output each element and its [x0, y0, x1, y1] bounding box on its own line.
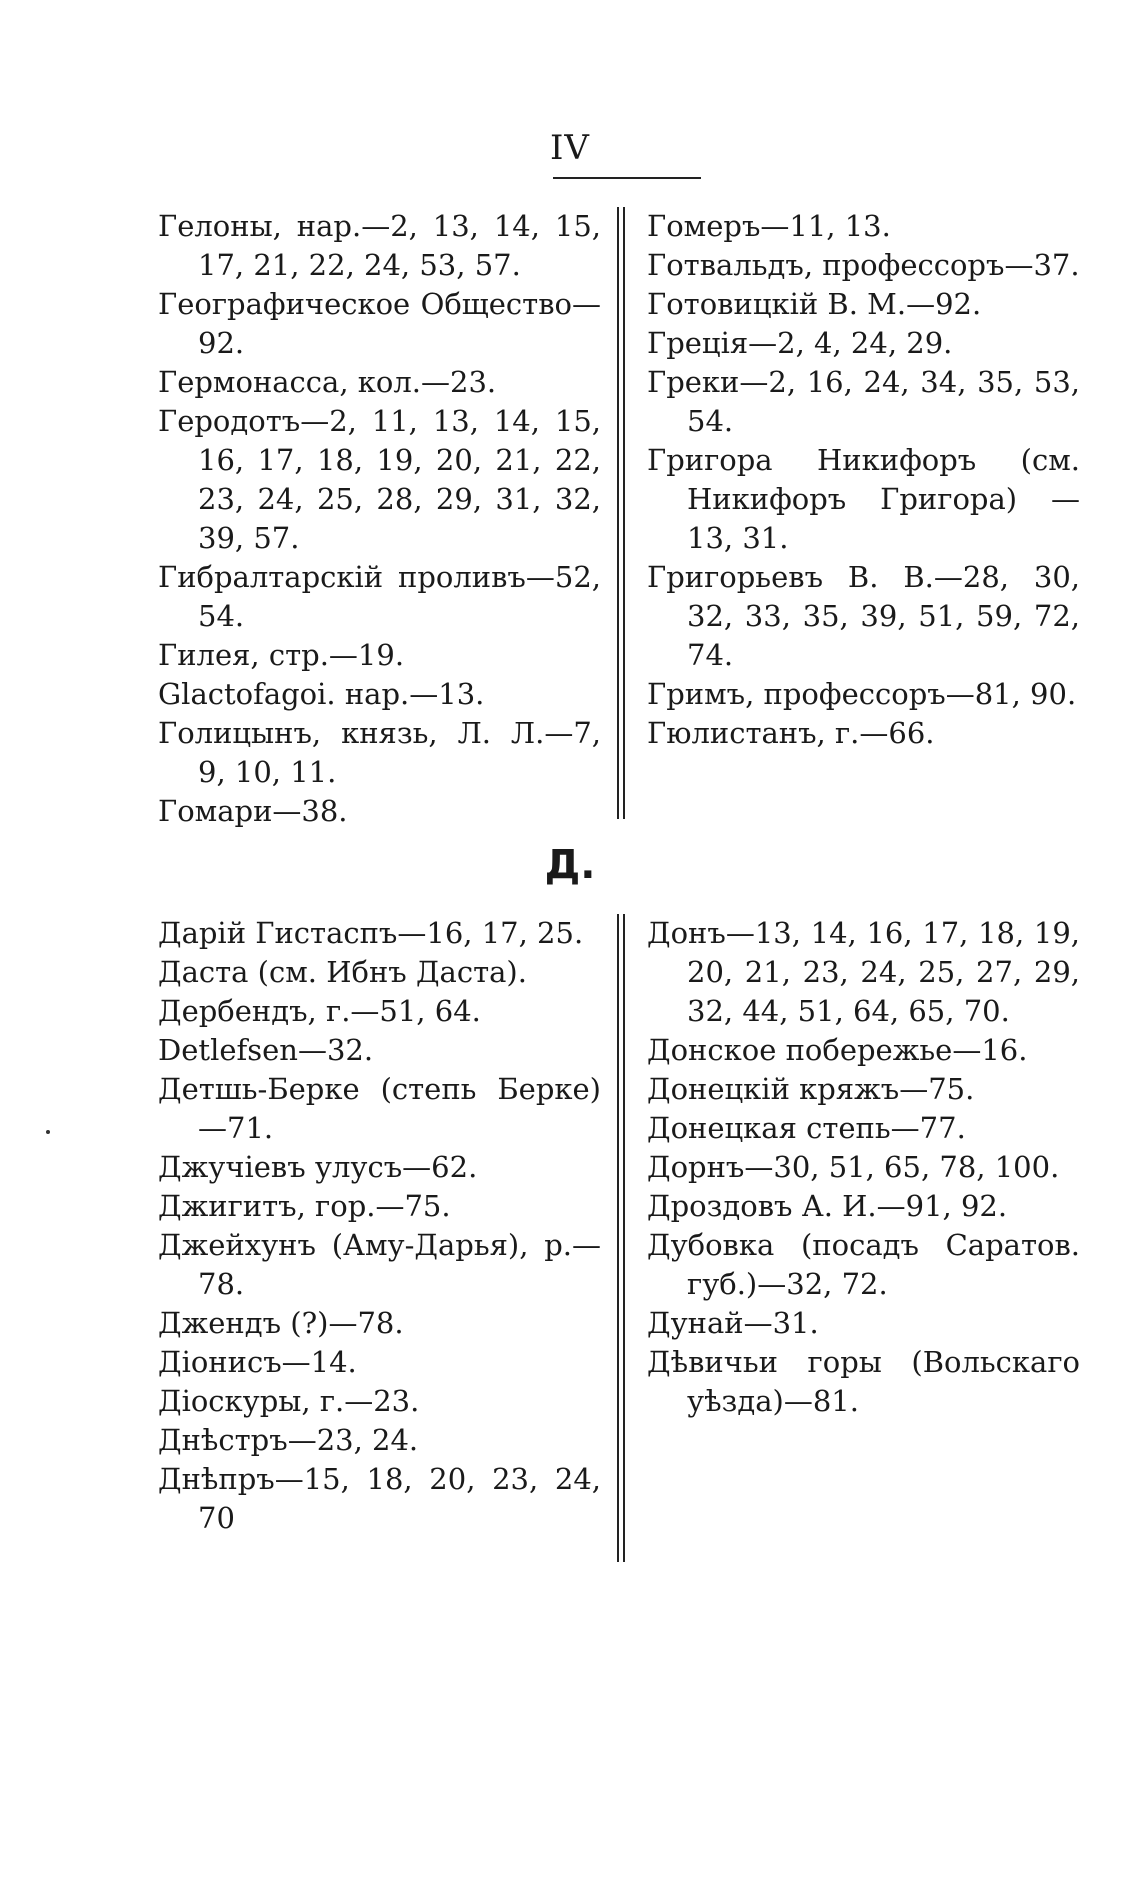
index-entry: Донъ—13, 14, 16, 17, 18, 19, 20, 21, 23, 24, 25, 27, 29, 32, 44, 51, 64, 65, 70.: [647, 916, 1080, 1028]
index-entry: Гомеръ—11, 13.: [647, 209, 891, 243]
index-entry: Дѣвичьи горы (Вольскаго уѣзда)—81.: [647, 1345, 1080, 1418]
index-entry: Готовицкій В. М.—92.: [647, 287, 982, 321]
index-entry: Гибралтарскій проливъ—52, 54.: [158, 560, 601, 633]
index-entry: Днѣстръ—23, 24.: [158, 1423, 419, 1457]
index-entry: Дунай—31.: [647, 1306, 819, 1340]
index-entry: Гомари—38.: [158, 794, 348, 828]
index-entry: Гримъ, профессоръ—81, 90.: [647, 677, 1077, 711]
index-entry: Греки—2, 16, 24, 34, 35, 53, 54.: [647, 365, 1080, 438]
index-entry: Дорнъ—30, 51, 65, 78, 100.: [647, 1150, 1060, 1184]
index-entry: Детшь-Берке (степь Берке)—71.: [158, 1072, 601, 1145]
index-entry: Джендъ (?)—78.: [158, 1306, 404, 1340]
index-entry: Голицынъ, князь, Л. Л.—7, 9, 10, 11.: [158, 716, 601, 789]
column-divider: [617, 207, 625, 819]
index-entry: Джигитъ, гор.—75.: [158, 1189, 451, 1223]
index-entry: Греція—2, 4, 24, 29.: [647, 326, 953, 360]
index-column-left: [158, 914, 613, 1562]
index-entry: Гилея, стр.—19.: [158, 638, 405, 672]
column-divider: [617, 914, 625, 1562]
index-entry: Днѣпръ—15, 18, 20, 23, 24, 70: [158, 1462, 601, 1535]
index-entry: Detlefsen—32.: [158, 1033, 374, 1067]
index-entry: Джейхунъ (Аму-Дарья), р.—78.: [158, 1228, 601, 1301]
index-section-d: [158, 914, 1108, 1562]
index-entry: Григора Никифоръ (см. Никифоръ Григора) — 13, 31.: [647, 443, 1080, 555]
page-number: IV: [550, 128, 590, 168]
index-entry: Донское побережье—16.: [647, 1033, 1028, 1067]
index-entry: Дубовка (посадъ Саратов. губ.)—32, 72.: [647, 1228, 1080, 1301]
index-entry: Даста (см. Ибнъ Даста).: [158, 955, 527, 989]
index-column-right: [625, 207, 1080, 819]
index-entry: Геродотъ—2, 11, 13, 14, 15, 16, 17, 18, 19, 20, 21, 22, 23, 24, 25, 28, 29, 31, 32, 39, 57.: [158, 404, 601, 555]
letter-heading: Д.: [544, 842, 596, 888]
index-entry: Донецкая степь—77.: [647, 1111, 966, 1145]
index-entry: Glactofagoi. нар.—13.: [158, 677, 485, 711]
index-entry: Дроздовъ А. И.—91, 92.: [647, 1189, 1008, 1223]
index-column-right: [625, 914, 1080, 1562]
index-section-g: [158, 207, 1108, 828]
index-entry: Донецкій кряжъ—75.: [647, 1072, 975, 1106]
index-entry: Діонисъ—14.: [158, 1345, 357, 1379]
index-entry: Гермонасса, кол.—23.: [158, 365, 497, 399]
index-column-left: [158, 207, 613, 828]
index-entry: Географическое Общество—92.: [158, 287, 601, 360]
header-rule: [553, 177, 701, 179]
stray-mark: [46, 1130, 50, 1134]
index-entry: Гюлистанъ, г.—66.: [647, 716, 935, 750]
index-entry: Гелоны, нар.—2, 13, 14, 15, 17, 21, 22, 24, 53, 57.: [158, 209, 601, 282]
index-entry: Дербендъ, г.—51, 64.: [158, 994, 481, 1028]
index-entry: Джучіевъ улусъ—62.: [158, 1150, 478, 1184]
index-entry: Григорьевъ В. В.—28, 30, 32, 33, 35, 39, 51, 59, 72, 74.: [647, 560, 1080, 672]
index-entry: Готвальдъ, профессоръ—37.: [647, 248, 1080, 282]
index-entry: Дарій Гистаспъ—16, 17, 25.: [158, 916, 584, 950]
index-entry: Діоскуры, г.—23.: [158, 1384, 420, 1418]
